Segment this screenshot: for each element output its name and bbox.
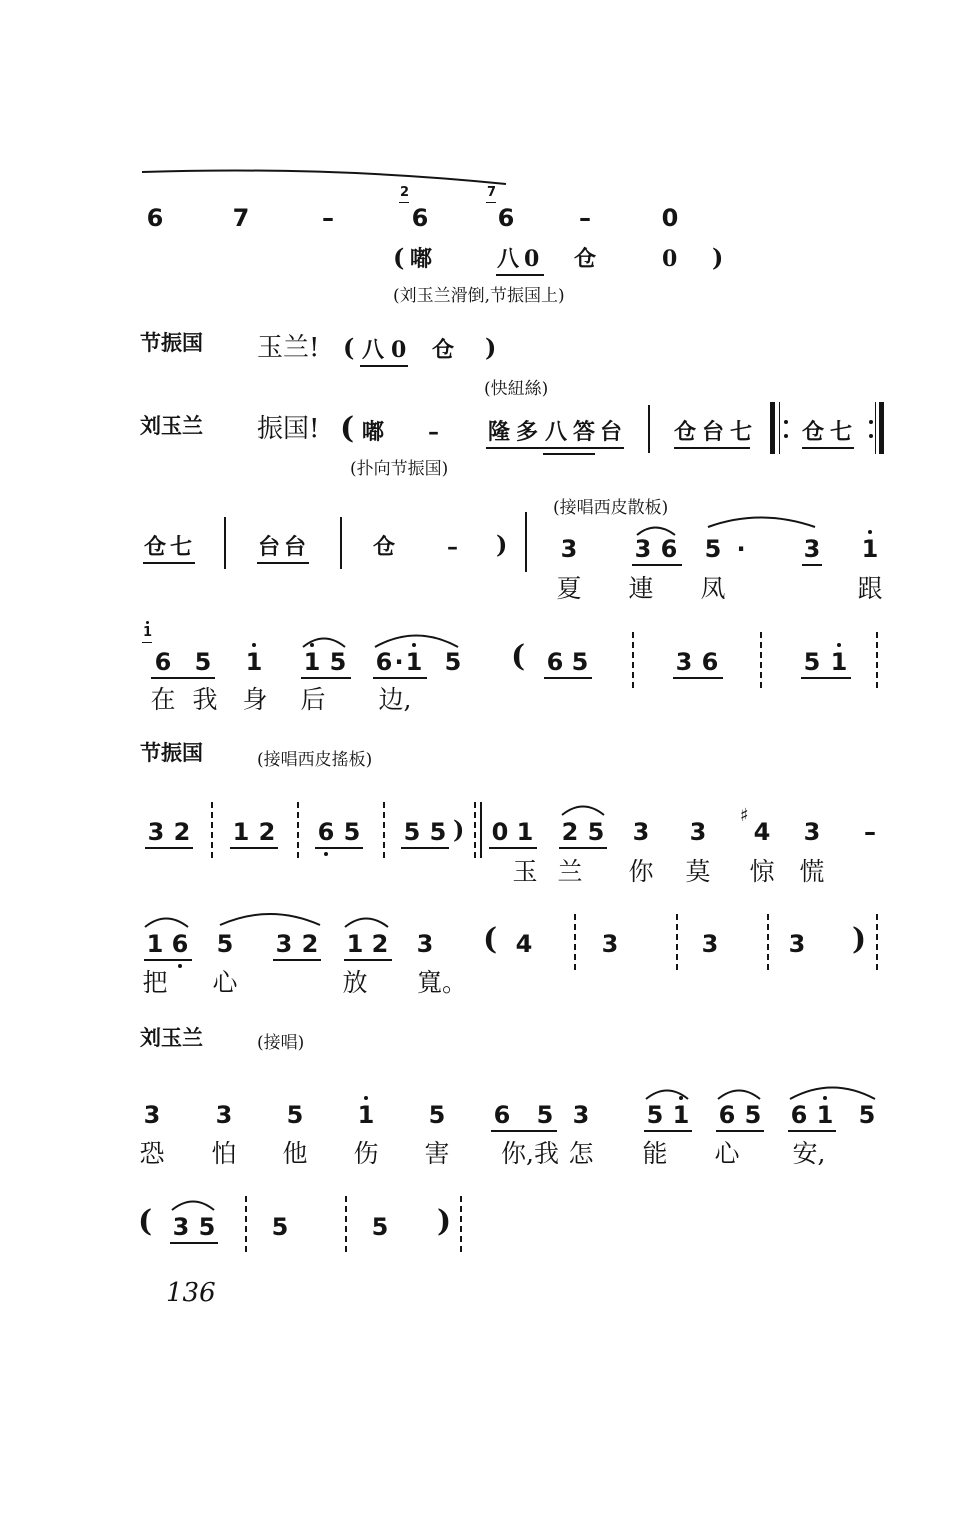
note: 3 [701,930,719,958]
note: 5 [444,648,462,676]
beam [716,1130,764,1132]
repeat-start-thick [770,402,775,454]
speaker-name: 刘玉兰 [140,414,203,438]
spoken-line: 振国! [257,414,320,444]
lyric: 寬。 [416,968,467,997]
lyric: 你 [628,857,654,886]
note: 5 [271,1213,289,1241]
note: 5 [744,1101,762,1129]
paren-open: ( [340,411,355,446]
dashed-barline [760,632,762,688]
note: 1 [861,535,879,563]
octave-dot [868,530,872,534]
note: 1 [357,1101,375,1129]
beam [802,564,822,566]
sharp-sign: ♯ [740,805,749,826]
beam [544,677,592,679]
note: 6 [317,818,335,846]
octave-dot [823,1096,827,1100]
perc-syllable: 0 [662,246,678,272]
paren-open: ( [393,243,405,272]
perc-syllable: 台 [600,419,623,445]
note: 6 [497,204,515,232]
repeat-dot [869,434,873,438]
note: 2 [371,930,389,958]
tempo-marking: (快紐絲) [484,379,549,399]
paren-open: ( [483,922,498,957]
dash: – [579,204,591,232]
tie [220,914,320,925]
barline [525,512,527,572]
perc-syllable: 台 [258,534,281,560]
octave-dot [252,643,256,647]
lyric: 連 [628,574,654,603]
beam [144,959,192,961]
note: 1 [405,648,423,676]
note: 3 [689,818,707,846]
dashed-barline [876,632,878,688]
note: 1 [245,648,263,676]
octave-dot [679,1096,683,1100]
perc-syllable: 仓 [144,534,167,560]
lower-octave-dot [324,852,328,856]
note: 5 [536,1101,554,1129]
note: 7 [232,204,250,232]
dash: – [322,204,334,232]
perc-syllable: 台 [284,534,307,560]
repeat-dot [784,434,788,438]
note: 5 [403,818,421,846]
dashed-barline [383,802,385,858]
octave-dot [146,621,149,624]
beam [257,562,309,564]
perc-syllable: 仓 [574,246,597,272]
lyric: 伤 [353,1139,379,1168]
beam [344,959,392,961]
grace-stroke [486,202,496,203]
note: 5 [803,648,821,676]
dashed-barline [297,802,299,858]
speaker-name: 节振国 [140,331,203,355]
dashed-barline [574,914,576,970]
perc-syllable: 八 [497,246,520,272]
perc-syllable: 0 [524,246,540,272]
perc-syllable: 八 [545,419,568,445]
note: 5 [704,535,722,563]
note: 1 [672,1101,690,1129]
note: 6 [171,930,189,958]
note: 5 [429,818,447,846]
beam [673,677,723,679]
perc-syllable: 嘟 [362,419,385,445]
repeat-end-thick [879,402,884,454]
perc-syllable: 仓 [432,337,455,363]
lyric: 玉 [512,857,538,886]
octave-dot [412,643,416,647]
note: 4 [753,818,771,846]
beam-double [543,453,595,455]
lyric: 害 [424,1139,450,1168]
beam [486,447,624,449]
augmentation-dot: · [736,535,746,563]
note: 5 [571,648,589,676]
note: 1 [303,648,321,676]
stage-direction: (刘玉兰滑倒,节振国上) [393,286,565,306]
note: 3 [634,535,652,563]
note: 3 [172,1213,190,1241]
note: 5 [329,648,347,676]
dashed-barline [876,914,878,970]
perc-syllable: – [447,534,458,560]
note: 5 [216,930,234,958]
tie [145,919,188,928]
lyric: 莫 [685,857,711,886]
perc-syllable: 隆 [488,419,511,445]
paren-close: ) [496,530,508,559]
note: 2 [301,930,319,958]
lyric: 夏 [556,574,582,603]
beam [230,847,278,849]
lyric: 在 [150,685,176,714]
barline [648,405,650,453]
note: 6 [546,648,564,676]
grace-stroke [142,642,152,643]
lyric: 我 [192,685,218,714]
lyric: 他 [282,1139,308,1168]
note: 3 [275,930,293,958]
beam [151,677,215,679]
note: 3 [788,930,806,958]
note: 3 [560,535,578,563]
beam [373,677,427,679]
rest: 0 [491,818,509,846]
repeat-end-thin [875,402,876,454]
aria-marking: (接唱) [257,1033,305,1053]
beam [315,847,363,849]
lyric: 怕 [211,1139,237,1168]
lyric: 慌 [799,857,825,886]
lower-octave-dot [178,964,182,968]
paren-close: ) [453,815,465,844]
note: 3 [147,818,165,846]
note: 5 [286,1101,304,1129]
lyric: 凤 [700,574,726,603]
paren-close: ) [437,1204,452,1239]
speaker-name: 节振国 [140,741,203,765]
grace-note: 7 [487,185,497,200]
beam [632,564,682,566]
perc-syllable: 答 [573,419,596,445]
perc-syllable: 台 [702,419,725,445]
augmentation-dot: · [394,648,404,676]
lyric: 兰 [557,857,583,886]
note: 2 [258,818,276,846]
lyric: 能 [642,1139,668,1168]
beam [489,847,537,849]
note: 5 [194,648,212,676]
paren-close: ) [485,333,497,362]
note: 5 [858,1101,876,1129]
note: 3 [143,1101,161,1129]
note: 1 [346,930,364,958]
aria-marking: (接唱西皮搖板) [257,750,373,770]
beam [491,1130,557,1132]
tie [790,1088,875,1100]
beam [143,562,195,564]
lyric: 身 [242,685,268,714]
perc-syllable: 仓 [802,419,825,445]
beam [401,847,449,849]
beam [145,847,193,849]
perc-syllable: 八 [362,337,385,363]
lyric: 心 [714,1139,740,1168]
note: 6 [375,648,393,676]
beam [170,1242,218,1244]
lyric: 把 [142,968,168,997]
note: 5 [343,818,361,846]
note: 5 [587,818,605,846]
lyric: 边, [378,685,412,714]
lyric: 后 [300,685,326,714]
note: 6 [790,1101,808,1129]
paren-open: ( [343,333,355,362]
lyric: 你,我 [501,1139,559,1168]
page-number: 136 [166,1278,216,1308]
barline [340,517,342,569]
rest: 0 [661,204,679,232]
note: 3 [416,930,434,958]
perc-syllable: 多 [516,419,539,445]
lyric: 恐 [139,1139,165,1168]
note: 6 [701,648,719,676]
perc-syllable: 七 [730,419,753,445]
note: 2 [173,818,191,846]
note: 1 [816,1101,834,1129]
note: 5 [428,1101,446,1129]
dashed-barline [632,632,634,688]
beam [674,447,750,449]
note: 3 [215,1101,233,1129]
grace-note: 2 [400,185,410,200]
perc-syllable: – [428,419,439,445]
note: 3 [803,818,821,846]
octave-dot [364,1096,368,1100]
repeat-dot [869,420,873,424]
repeat-dot [784,420,788,424]
paren-close: ) [852,922,867,957]
note: 6 [146,204,164,232]
grace-stroke [399,202,409,203]
tie [718,1091,760,1100]
speaker-name: 刘玉兰 [140,1026,203,1050]
note: 2 [561,818,579,846]
perc-syllable: 仓 [674,419,697,445]
perc-syllable: 七 [170,534,193,560]
note: 3 [632,818,650,846]
dashed-barline [474,802,476,858]
tie [637,528,675,536]
tie [345,919,388,928]
octave-dot [310,643,314,647]
beam [644,1130,692,1132]
note: 5 [371,1213,389,1241]
paren-close: ) [712,243,724,272]
dashed-barline [767,914,769,970]
tie [708,518,815,528]
lyric: 安, [792,1139,826,1168]
note: 4 [515,930,533,958]
aria-marking: (接唱西皮散板) [553,498,669,518]
barline [224,517,226,569]
beam [559,847,607,849]
tie [562,807,604,816]
octave-dot [837,643,841,647]
note: 5 [646,1101,664,1129]
note: 6 [411,204,429,232]
paren-open: ( [138,1204,153,1239]
beam [273,959,321,961]
perc-syllable: 嘟 [410,246,433,272]
repeat-start-thin [779,402,780,454]
lyric: 放 [342,968,368,997]
dash: – [864,818,876,846]
tie [172,1202,214,1211]
note: 1 [516,818,534,846]
slur-continuation [142,171,506,185]
lyric: 惊 [749,857,775,886]
tie [375,636,458,648]
perc-syllable: 七 [830,419,853,445]
dashed-barline [676,914,678,970]
note: 3 [572,1101,590,1129]
beam [801,677,851,679]
stage-direction: (扑向节振国) [350,459,449,479]
grace-note: 1 [143,625,153,640]
beam [802,447,854,449]
note: 3 [675,648,693,676]
note: 6 [660,535,678,563]
note: 6 [154,648,172,676]
note: 3 [601,930,619,958]
spoken-line: 玉兰! [257,333,320,363]
dashed-barline [460,1196,462,1252]
note: 3 [803,535,821,563]
note: 6 [493,1101,511,1129]
note: 1 [830,648,848,676]
beam [496,274,544,276]
lyric: 心 [212,968,238,997]
lyric: 跟 [857,574,883,603]
lyric: 怎 [568,1139,594,1168]
note: 6 [718,1101,736,1129]
dashed-barline [211,802,213,858]
note: 5 [198,1213,216,1241]
beam [788,1130,836,1132]
beam [360,365,408,367]
paren-open: ( [511,639,526,674]
note: 1 [146,930,164,958]
perc-syllable: 0 [391,337,407,363]
beam [301,677,351,679]
perc-syllable: 仓 [373,534,396,560]
dashed-barline [345,1196,347,1252]
dashed-barline [245,1196,247,1252]
note: 1 [232,818,250,846]
